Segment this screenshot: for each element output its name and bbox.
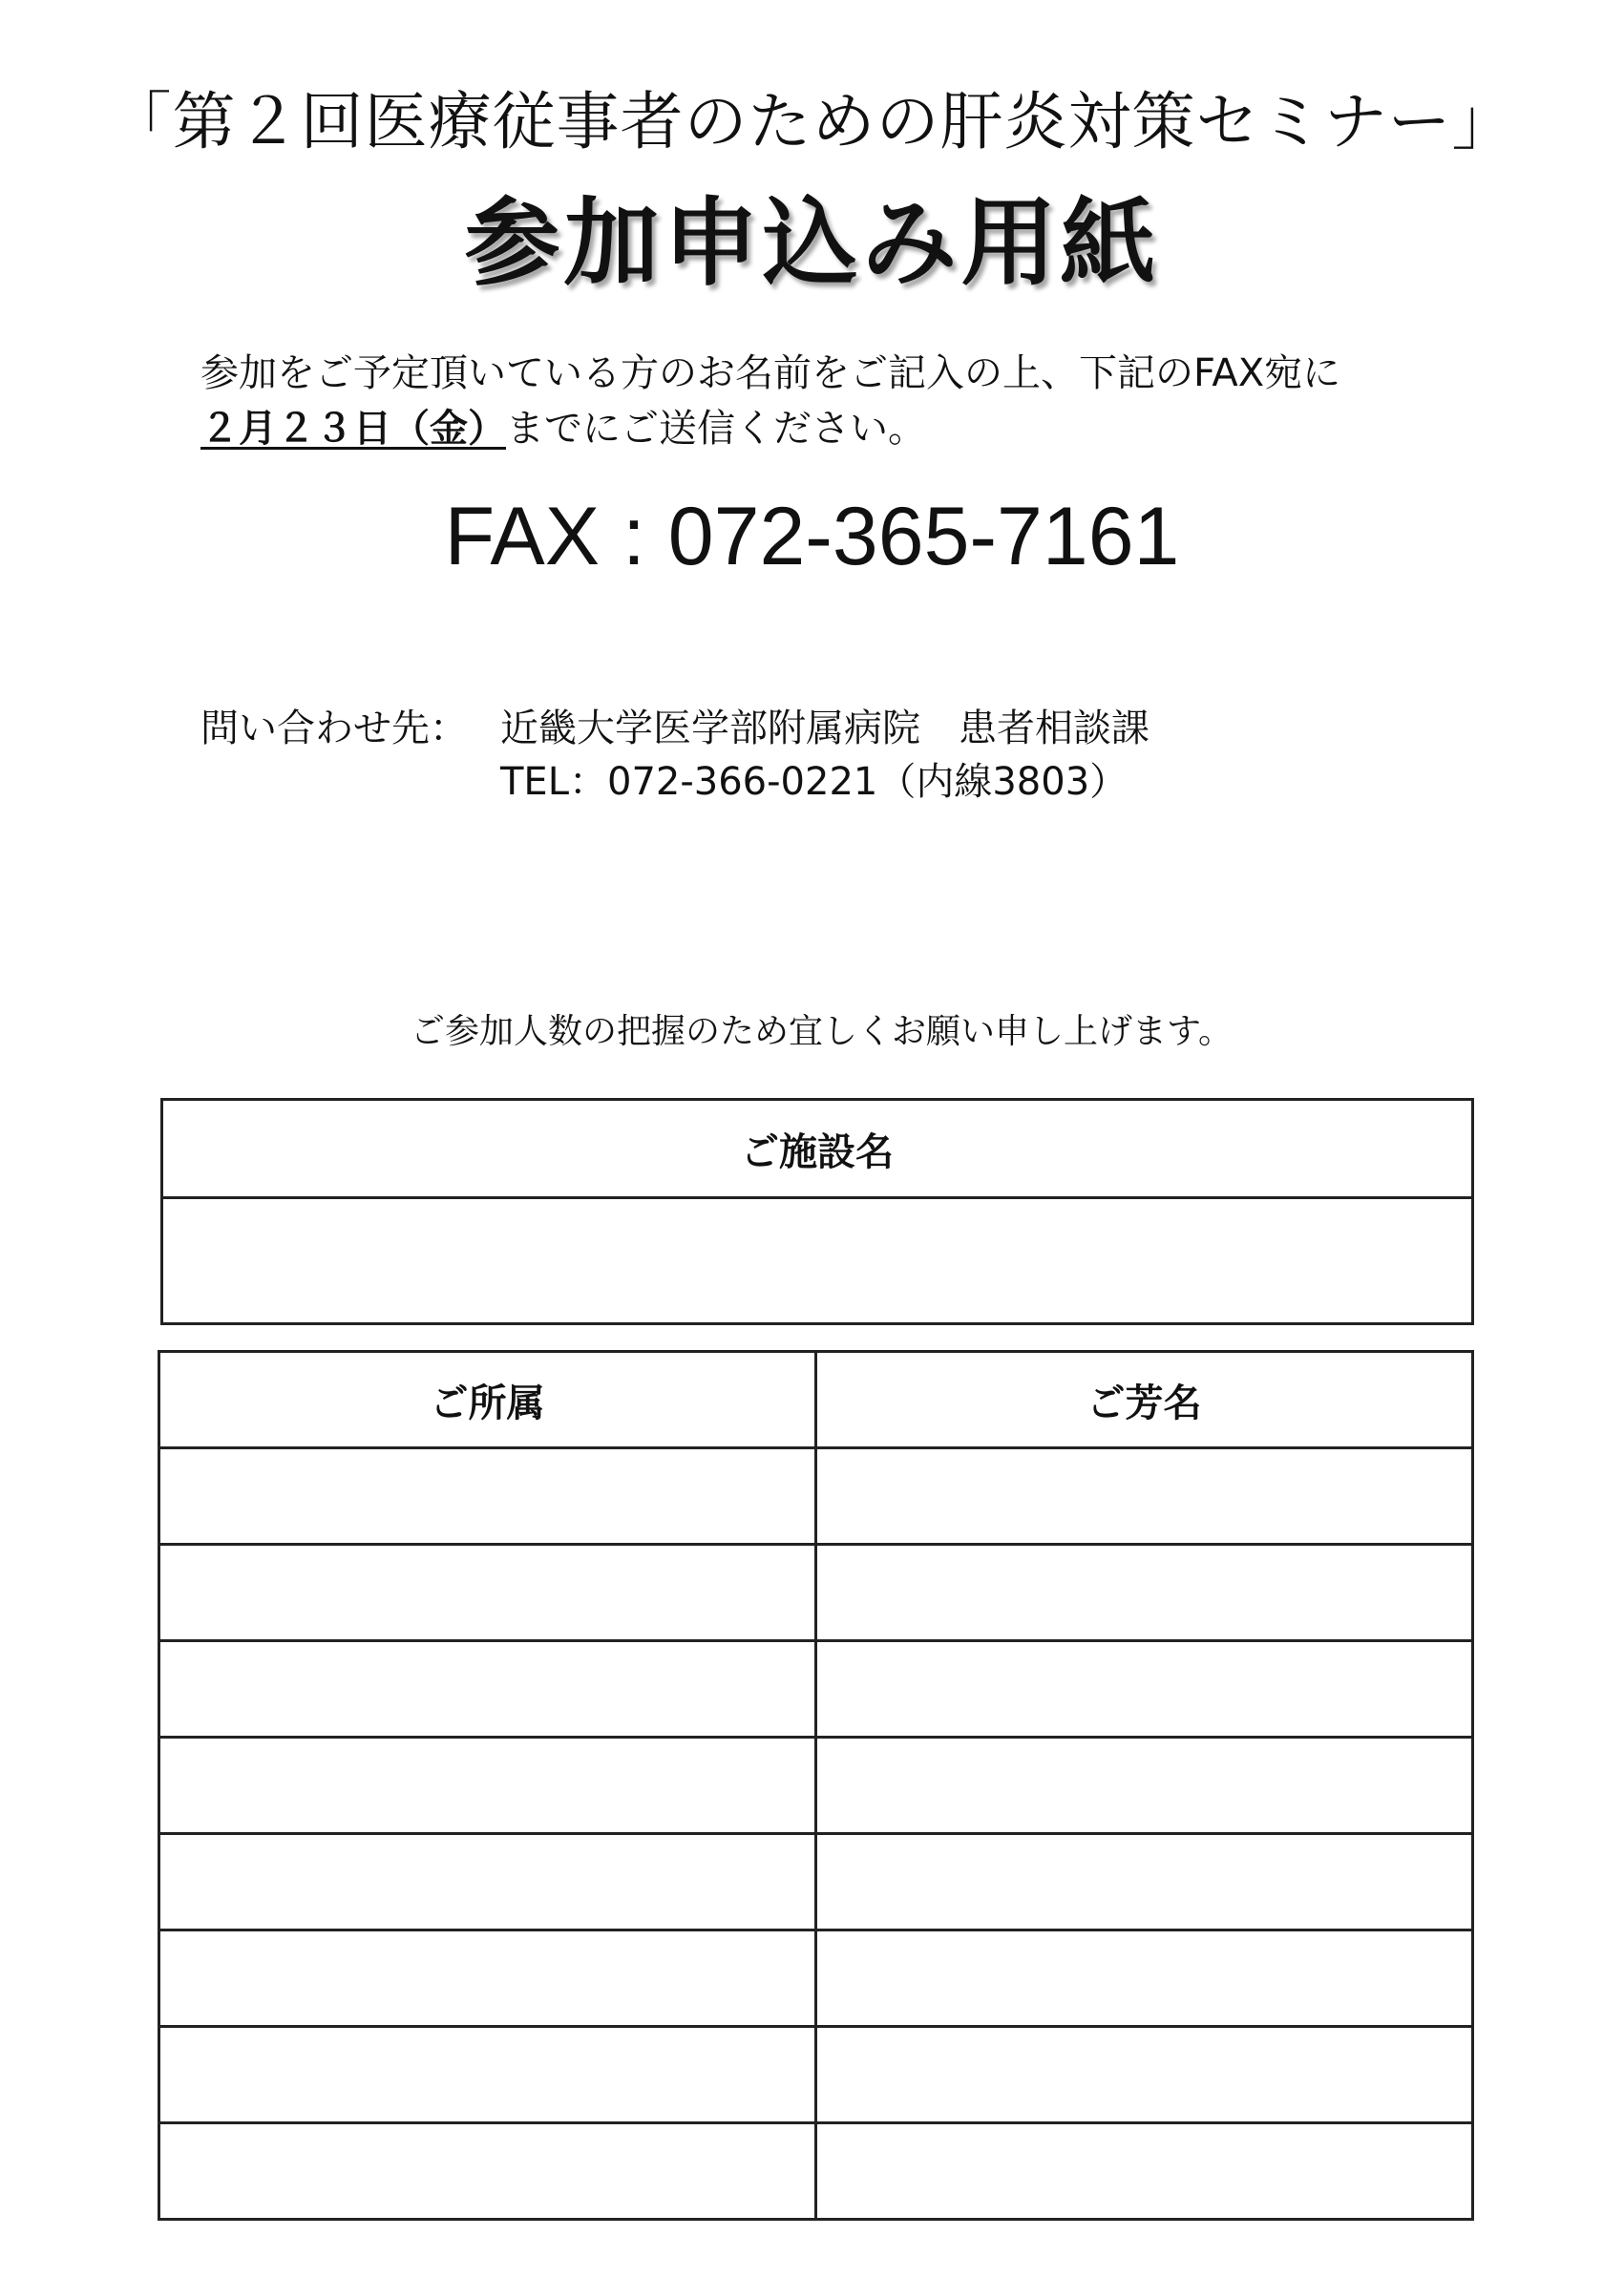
facility-name-field[interactable] bbox=[163, 1199, 1471, 1322]
form-title: 参加申込み用紙 bbox=[464, 187, 1160, 299]
facility-name-header: ご施設名 bbox=[163, 1101, 1471, 1199]
participant-name-field[interactable] bbox=[816, 1930, 1473, 2027]
participant-row bbox=[159, 1738, 1473, 1834]
participant-name-field[interactable] bbox=[816, 1641, 1473, 1738]
participant-name-field[interactable] bbox=[816, 2027, 1473, 2123]
participant-row bbox=[159, 1545, 1473, 1641]
fax-number: FAX : 072-365-7161 bbox=[444, 491, 1180, 582]
participant-row bbox=[159, 2123, 1473, 2220]
participant-row bbox=[159, 2027, 1473, 2123]
affiliation-field[interactable] bbox=[159, 1641, 816, 1738]
inquiry-label: 問い合わせ先： bbox=[200, 707, 468, 750]
event-title: 「第２回医療従事者のための肝炎対策セミナー」 bbox=[108, 85, 1516, 158]
participant-row bbox=[159, 1448, 1473, 1545]
affiliation-field[interactable] bbox=[159, 1448, 816, 1545]
participant-name-header: ご芳名 bbox=[816, 1352, 1473, 1448]
affiliation-field[interactable] bbox=[159, 1545, 816, 1641]
affiliation-field[interactable] bbox=[159, 2027, 816, 2123]
participants-header-row bbox=[159, 1352, 1473, 1448]
participants-table bbox=[158, 1350, 1474, 2221]
deadline-date: ２月２３日（金） bbox=[200, 407, 506, 451]
inquiry-telephone: TEL：072-366-0221（内線3803） bbox=[500, 760, 1128, 804]
participant-name-field[interactable] bbox=[816, 1448, 1473, 1545]
instruction-line-2-rest: までにご送信ください。 bbox=[506, 407, 926, 451]
affiliation-field[interactable] bbox=[159, 1834, 816, 1930]
participant-name-field[interactable] bbox=[816, 1545, 1473, 1641]
facility-table bbox=[160, 1098, 1474, 1325]
request-note: ご参加人数の把握のため宜しくお願い申し上げます。 bbox=[410, 1012, 1234, 1051]
participant-name-field[interactable] bbox=[816, 2123, 1473, 2220]
participant-name-field[interactable] bbox=[816, 1834, 1473, 1930]
participant-row bbox=[159, 1834, 1473, 1930]
affiliation-header: ご所属 bbox=[159, 1352, 816, 1448]
affiliation-field[interactable] bbox=[159, 2123, 816, 2220]
participant-name-field[interactable] bbox=[816, 1738, 1473, 1834]
instruction-line-1: 参加をご予定頂いている方のお名前をご記入の上、下記のFAX宛に bbox=[200, 351, 1341, 395]
participant-row bbox=[159, 1930, 1473, 2027]
instruction-line-2 bbox=[200, 405, 926, 453]
affiliation-field[interactable] bbox=[159, 1738, 816, 1834]
inquiry-organization: 近畿大学医学部附属病院 患者相談課 bbox=[500, 707, 1149, 750]
participant-row bbox=[159, 1641, 1473, 1738]
affiliation-field[interactable] bbox=[159, 1930, 816, 2027]
